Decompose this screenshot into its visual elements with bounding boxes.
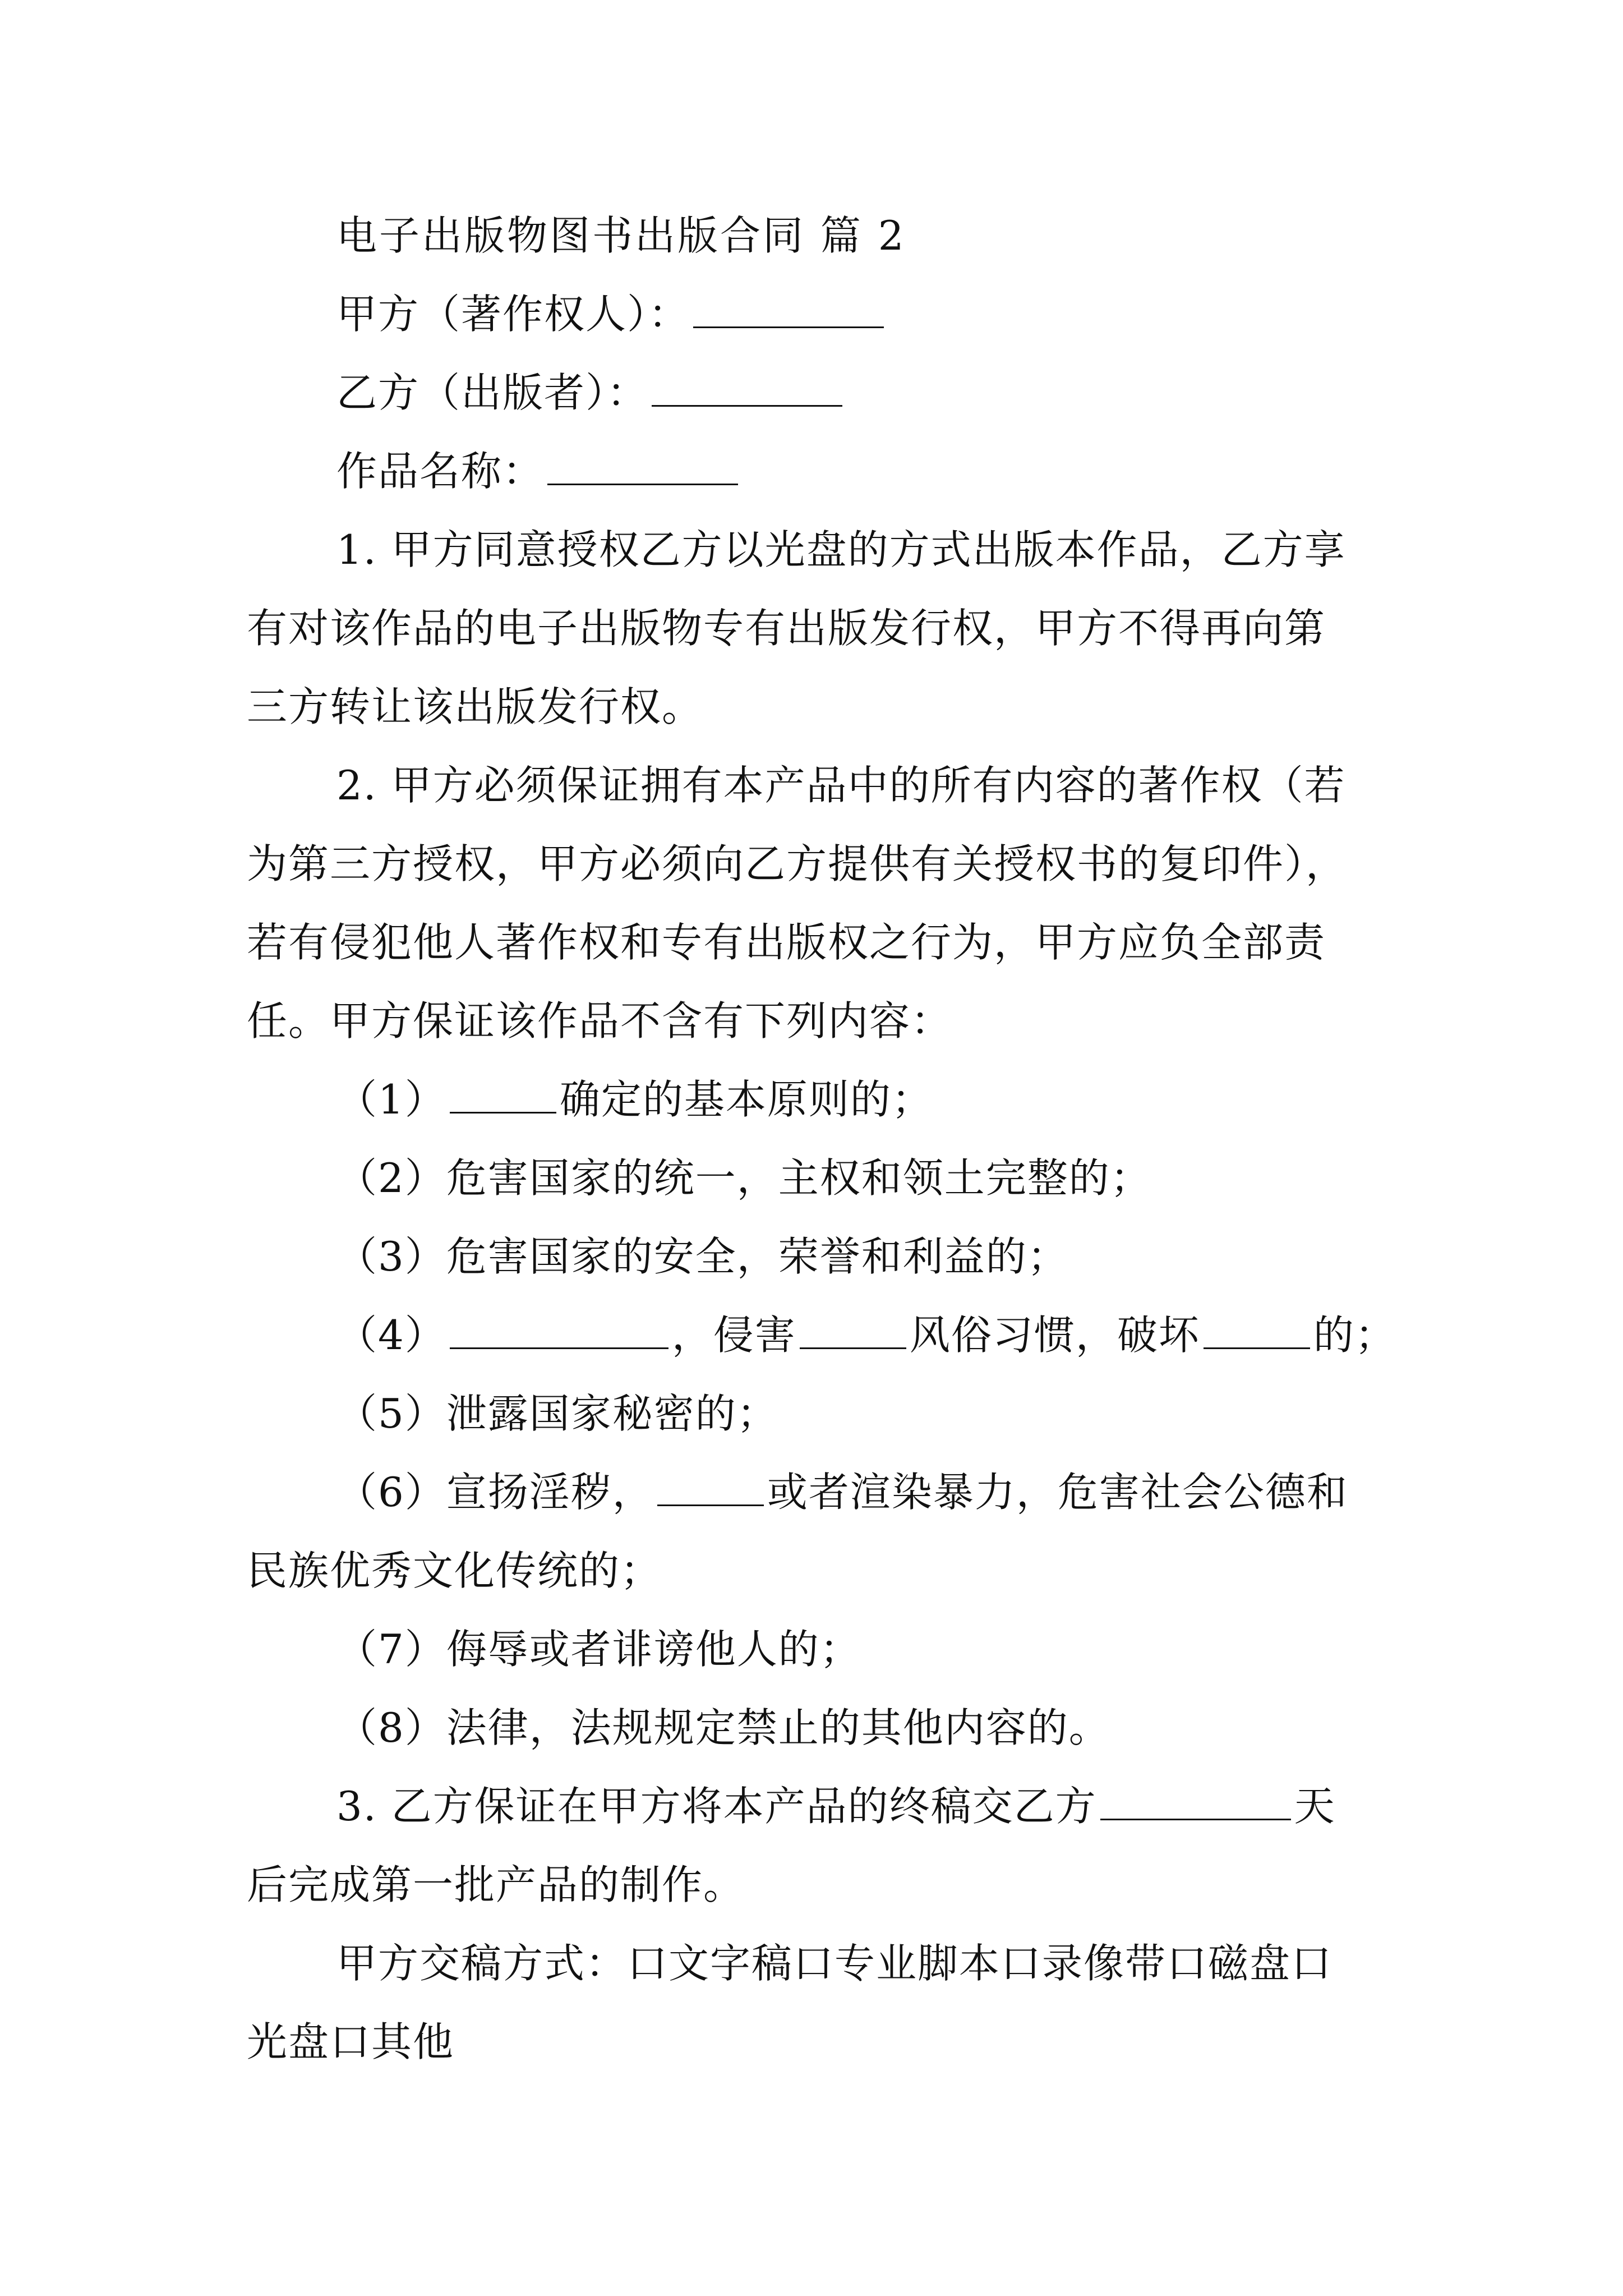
clause2-line1: 2. 甲方必须保证拥有本产品中的所有内容的著作权（若 bbox=[336, 762, 1346, 809]
item6-blank bbox=[657, 1471, 764, 1506]
clause2-line2: 为第三方授权，甲方必须向乙方提供有关授权书的复印件）， bbox=[247, 840, 1348, 887]
item4-blank-2 bbox=[800, 1314, 906, 1349]
work-name-label: 作品名称： bbox=[336, 448, 545, 495]
party-a-label: 甲方（著作权人）： bbox=[336, 291, 690, 338]
list-item-2: （2）危害国家的统一，主权和领土完整的； bbox=[336, 1154, 1152, 1202]
list-item-5: （5）泄露国家秘密的； bbox=[336, 1390, 778, 1437]
clause1-line2: 有对该作品的电子出版物专有出版发行权，甲方不得再向第 bbox=[247, 605, 1326, 652]
item4-blank-3 bbox=[1204, 1314, 1310, 1349]
item4-suffix: 的； bbox=[1313, 1312, 1396, 1359]
clause3-line1 bbox=[336, 1778, 1402, 1834]
clause3-blank bbox=[1100, 1785, 1291, 1820]
party-b-label: 乙方（出版者）： bbox=[336, 369, 649, 416]
list-item-7: （7）侮辱或者诽谤他人的； bbox=[336, 1626, 861, 1673]
item4-prefix: （4） bbox=[336, 1312, 446, 1359]
list-item-6-line2: 民族优秀文化传统的； bbox=[247, 1547, 662, 1594]
delivery-line1: 甲方交稿方式：口文字稿口专业脚本口录像带口磁盘口 bbox=[336, 1940, 1333, 1987]
clause1-line1: 1. 甲方同意授权乙方以光盘的方式出版本作品，乙方享 bbox=[336, 526, 1346, 573]
party-b-line bbox=[336, 365, 1402, 421]
party-a-line bbox=[336, 286, 1402, 342]
delivery-line2: 光盘口其他 bbox=[247, 2018, 455, 2065]
clause2-line3: 若有侵犯他人著作权和专有出版权之行为，甲方应负全部责 bbox=[247, 919, 1326, 966]
item1-suffix: 确定的基本原则的； bbox=[559, 1076, 933, 1123]
clause3-suffix: 天 bbox=[1294, 1783, 1336, 1830]
item4-blank-1 bbox=[450, 1314, 668, 1349]
item1-blank bbox=[450, 1078, 556, 1114]
clause2-line4: 任。甲方保证该作品不含有下列内容： bbox=[247, 997, 953, 1045]
clause3-line2: 后完成第一批产品的制作。 bbox=[247, 1861, 745, 1908]
clause3-prefix: 3. 乙方保证在甲方将本产品的终稿交乙方 bbox=[336, 1783, 1097, 1830]
document-title bbox=[336, 208, 1402, 264]
party-b-blank bbox=[652, 371, 842, 407]
list-item-8: （8）法律，法规规定禁止的其他内容的。 bbox=[336, 1704, 1110, 1751]
work-name-blank bbox=[547, 450, 738, 485]
item6-suffix: 或者渲染暴力，危害社会公德和 bbox=[767, 1469, 1348, 1516]
title-text: 电子出版物图书出版合同 篇 2 bbox=[336, 212, 906, 259]
list-item-1 bbox=[336, 1071, 1402, 1128]
item4-mid1: ，侵害 bbox=[671, 1312, 796, 1359]
work-name-line bbox=[336, 443, 1402, 499]
list-item-6 bbox=[336, 1464, 1402, 1520]
party-a-blank bbox=[693, 293, 884, 328]
item4-mid2: 风俗习惯，破坏 bbox=[909, 1312, 1200, 1359]
item1-prefix: （1） bbox=[336, 1076, 446, 1123]
clause1-line3: 三方转让该出版发行权。 bbox=[247, 683, 704, 730]
item6-prefix: （6）宣扬淫秽， bbox=[336, 1469, 654, 1516]
list-item-4 bbox=[336, 1307, 1402, 1363]
list-item-3: （3）危害国家的安全，荣誉和利益的； bbox=[336, 1233, 1069, 1280]
